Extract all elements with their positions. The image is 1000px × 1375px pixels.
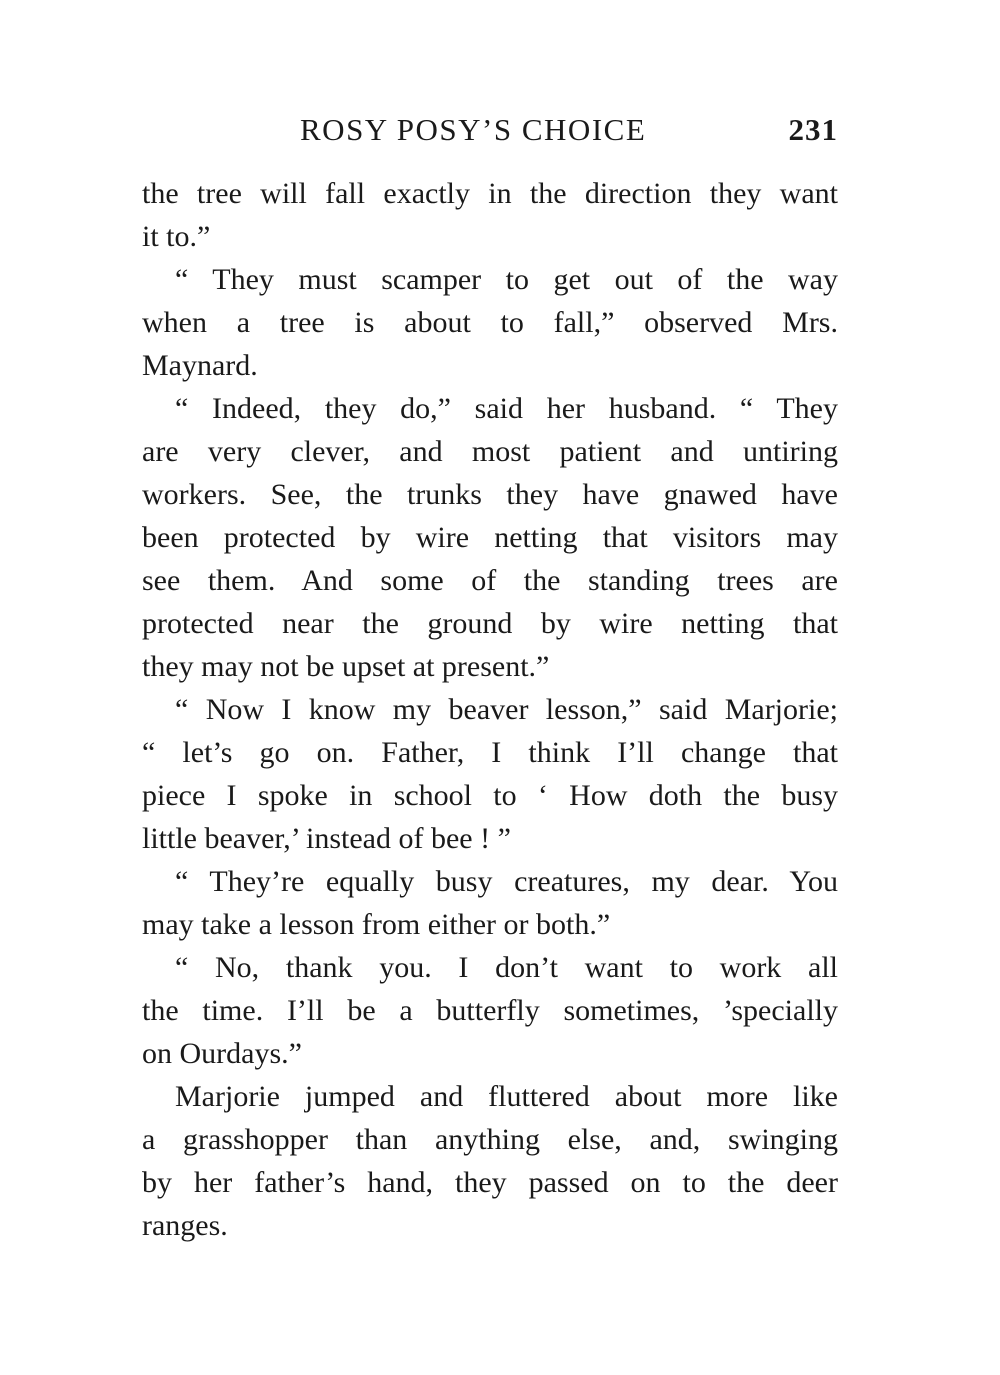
text-line: by her father’s hand, they passed on to the deer	[142, 1166, 838, 1199]
text-line: a grasshopper than anything else, and, swinging	[142, 1123, 838, 1156]
text-line: ranges.	[142, 1209, 228, 1242]
text-line: been protected by wire netting that visitors may	[142, 521, 838, 554]
text-line: see them. And some of the standing trees are	[142, 564, 838, 597]
text-line: “ Indeed, they do,” said her husband. “ They	[175, 392, 838, 425]
text-line: little beaver,’ instead of bee ! ”	[142, 822, 511, 855]
text-line: they may not be upset at present.”	[142, 650, 550, 683]
running-head: ROSY POSY’S CHOICE	[300, 112, 647, 147]
text-line: “ let’s go on. Father, I think I’ll change that	[142, 736, 838, 769]
text-line: the time. I’ll be a butterfly sometimes, ’specially	[142, 994, 838, 1027]
text-line: protected near the ground by wire netting that	[142, 607, 838, 640]
text-line: may take a lesson from either or both.”	[142, 908, 611, 941]
text-line: Marjorie jumped and fluttered about more like	[175, 1080, 838, 1113]
text-line: are very clever, and most patient and untiring	[142, 435, 838, 468]
text-line: “ They must scamper to get out of the way	[175, 263, 838, 296]
page-number: 231	[788, 112, 838, 147]
text-line: “ No, thank you. I don’t want to work all	[175, 951, 838, 984]
text-line: it to.”	[142, 220, 211, 253]
text-line: workers. See, the trunks they have gnawed have	[142, 478, 838, 511]
page-header	[142, 112, 838, 152]
text-line: “ They’re equally busy creatures, my dear. You	[175, 865, 838, 898]
text-line: the tree will fall exactly in the direction they want	[142, 177, 838, 210]
text-line: when a tree is about to fall,” observed Mrs.	[142, 306, 838, 339]
body-text	[142, 172, 838, 1247]
text-line: on Ourdays.”	[142, 1037, 302, 1070]
text-line: “ Now I know my beaver lesson,” said Marjorie;	[175, 693, 838, 726]
text-line: Maynard.	[142, 349, 258, 382]
text-line: piece I spoke in school to ‘ How doth the busy	[142, 779, 838, 812]
